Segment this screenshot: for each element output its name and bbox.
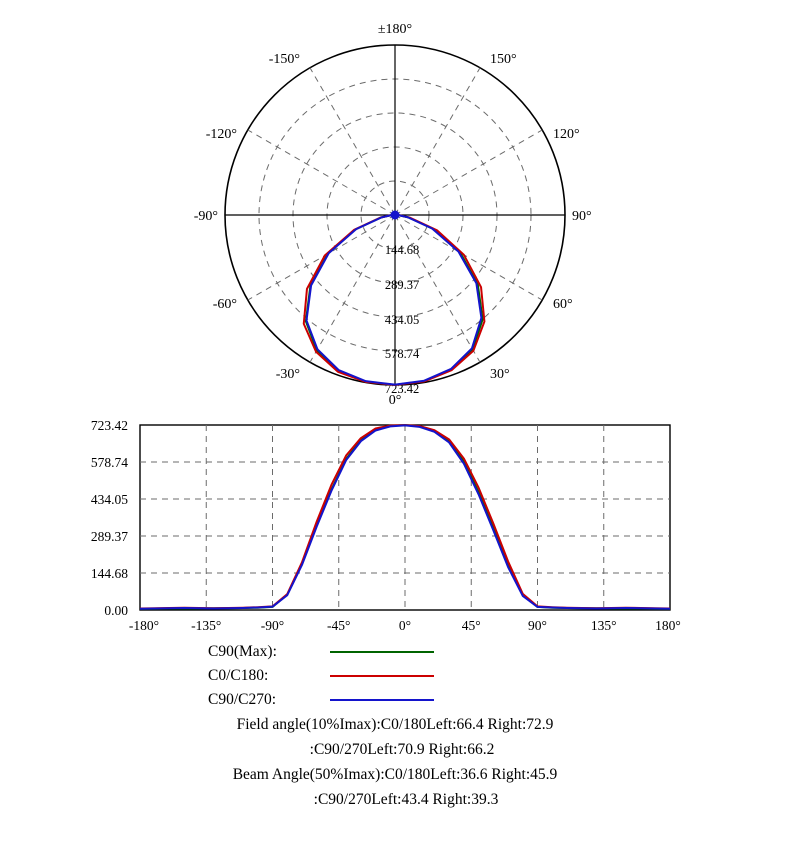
cartesian-x-label-m90: -90° — [260, 618, 285, 633]
cartesian-y-label-144: 144.68 — [90, 566, 128, 581]
polar-radial-label-3: 434.05 — [384, 313, 420, 327]
polar-label-minus120: -120° — [205, 127, 237, 142]
cartesian-y-label-434: 434.05 — [90, 492, 128, 507]
legend-label-c90max: C90(Max): — [208, 643, 277, 660]
legend-label-c90c270: C90/C270: — [208, 691, 277, 708]
cartesian-x-label-0: 0° — [398, 618, 412, 633]
field-angle-line-2: :C90/270Left:70.9 Right:66.2 — [309, 741, 495, 758]
polar-intensity-chart — [180, 8, 610, 408]
legend-and-notes — [0, 640, 790, 812]
cartesian-gridlines — [140, 425, 670, 610]
beam-angle-line-2: :C90/270Left:43.4 Right:39.3 — [313, 791, 499, 808]
legend-item-c0c180 — [0, 664, 790, 688]
polar-radial-label-2: 289.37 — [384, 278, 420, 292]
legend-swatch-c0c180 — [330, 675, 434, 677]
cartesian-intensity-chart — [30, 415, 730, 635]
polar-origin-marker — [391, 211, 400, 220]
polar-chart-svg — [180, 8, 610, 408]
polar-label-minus30: -30° — [275, 367, 300, 382]
cartesian-x-label-135: 135° — [590, 618, 617, 633]
cartesian-x-label-180: 180° — [655, 618, 681, 633]
polar-label-150: 150° — [490, 52, 517, 67]
cartesian-x-label-m180: -180° — [128, 618, 160, 633]
legend-swatch-c90c270 — [330, 699, 434, 701]
polar-label-120: 120° — [553, 127, 580, 142]
legend-item-c90c270 — [0, 688, 790, 712]
polar-label-minus60: -60° — [212, 297, 237, 312]
polar-radial-labels — [385, 243, 420, 396]
field-angle-line-1: Field angle(10%Imax):C0/180Left:66.4 Right:72.9 — [236, 716, 554, 733]
cartesian-y-tick-labels — [91, 418, 128, 618]
beam-angle-line-1: Beam Angle(50%Imax):C0/180Left:36.6 Right:45.9 — [232, 766, 558, 783]
polar-label-minus150: -150° — [268, 52, 300, 67]
polar-label-minus90: -90° — [193, 209, 218, 224]
cartesian-x-label-m135: -135° — [191, 618, 222, 633]
legend-swatch-c90max — [330, 651, 434, 653]
polar-label-0: 0° — [388, 393, 402, 408]
cartesian-y-label-723: 723.42 — [90, 418, 128, 433]
cartesian-x-label-90: 90° — [528, 618, 547, 633]
polar-radial-label-1: 144.68 — [384, 243, 420, 257]
cartesian-y-label-578: 578.74 — [90, 455, 128, 470]
cartesian-x-label-m45: -45° — [327, 618, 351, 633]
cartesian-x-tick-labels — [129, 618, 681, 633]
polar-radial-label-4: 578.74 — [384, 347, 420, 361]
cartesian-y-label-289: 289.37 — [90, 529, 128, 544]
legend-item-c90max — [0, 640, 790, 664]
polar-radial-label-5: 723.42 — [384, 382, 420, 396]
cartesian-x-label-45: 45° — [461, 618, 481, 633]
polar-label-180: ±180° — [377, 22, 413, 37]
polar-label-30: 30° — [490, 367, 510, 382]
polar-label-90: 90° — [572, 209, 592, 224]
legend-label-c0c180: C0/C180: — [208, 667, 269, 684]
cartesian-y-label-0: 0.00 — [104, 603, 128, 618]
cartesian-chart-svg — [30, 415, 730, 635]
polar-label-60: 60° — [553, 297, 573, 312]
